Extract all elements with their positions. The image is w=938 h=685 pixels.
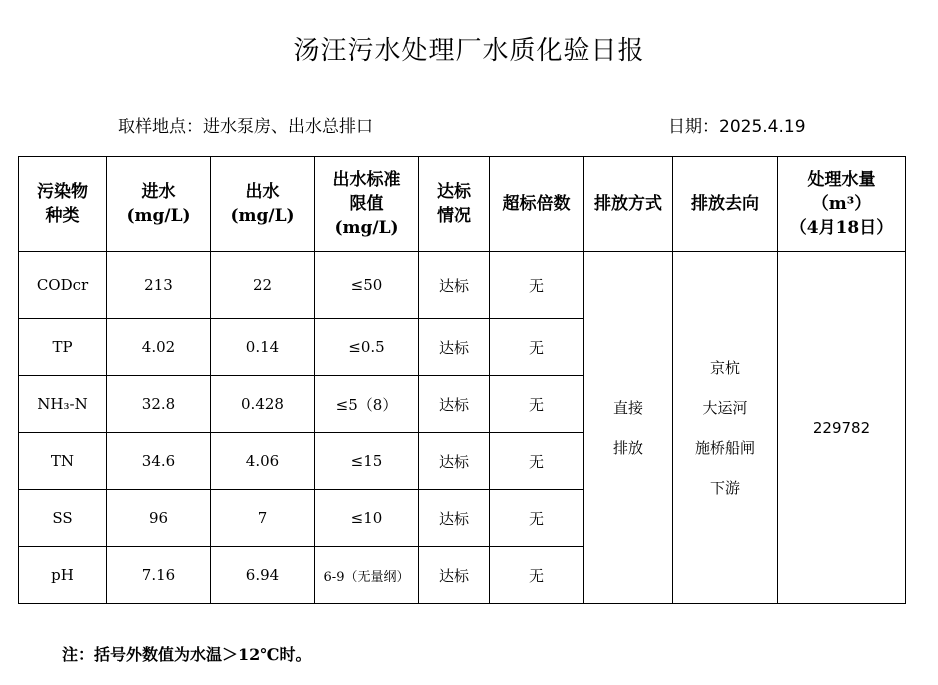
- header-volume: 处理水量 （m³） （4月18日）: [778, 157, 906, 252]
- sampling-location: 取样地点：进水泵房、出水总排口: [118, 117, 373, 137]
- pollutant-name: TP: [19, 319, 107, 376]
- header-discharge-destination: 排放去向: [673, 157, 778, 252]
- header-inflow: 进水 (mg/L): [107, 157, 211, 252]
- inflow-value: 213: [107, 252, 211, 319]
- header-limit: 出水标准 限值 (mg/L): [315, 157, 419, 252]
- footnote: 注：括号外数值为水温＞12℃时。: [62, 645, 312, 664]
- limit-value: ≤50: [315, 252, 419, 319]
- outflow-value: 22: [211, 252, 315, 319]
- limit-value: ≤5（8）: [315, 376, 419, 433]
- pollutant-name: NH₃-N: [19, 376, 107, 433]
- outflow-value: 0.14: [211, 319, 315, 376]
- compliance-status: 达标: [419, 433, 490, 490]
- exceed-ratio: 无: [490, 376, 584, 433]
- compliance-status: 达标: [419, 547, 490, 604]
- compliance-status: 达标: [419, 252, 490, 319]
- outflow-value: 7: [211, 490, 315, 547]
- header-discharge-method: 排放方式: [584, 157, 673, 252]
- compliance-status: 达标: [419, 319, 490, 376]
- inflow-value: 4.02: [107, 319, 211, 376]
- header-compliance: 达标 情况: [419, 157, 490, 252]
- exceed-ratio: 无: [490, 433, 584, 490]
- outflow-value: 0.428: [211, 376, 315, 433]
- report-date: 日期：2025.4.19: [668, 117, 806, 137]
- outflow-value: 4.06: [211, 433, 315, 490]
- header-row: [19, 157, 906, 252]
- table-row: [19, 252, 906, 319]
- outflow-value: 6.94: [211, 547, 315, 604]
- discharge-method: 直接 排放: [584, 252, 673, 604]
- discharge-destination: 京杭 大运河 施桥船闸 下游: [673, 252, 778, 604]
- compliance-status: 达标: [419, 490, 490, 547]
- inflow-value: 32.8: [107, 376, 211, 433]
- limit-value: ≤10: [315, 490, 419, 547]
- exceed-ratio: 无: [490, 490, 584, 547]
- header-pollutant: 污染物 种类: [19, 157, 107, 252]
- inflow-value: 7.16: [107, 547, 211, 604]
- pollutant-name: SS: [19, 490, 107, 547]
- exceed-ratio: 无: [490, 547, 584, 604]
- inflow-value: 34.6: [107, 433, 211, 490]
- pollutant-name: pH: [19, 547, 107, 604]
- report-title: 汤汪污水处理厂水质化验日报: [293, 36, 645, 66]
- exceed-ratio: 无: [490, 319, 584, 376]
- pollutant-name: CODcr: [19, 252, 107, 319]
- pollutant-name: TN: [19, 433, 107, 490]
- exceed-ratio: 无: [490, 252, 584, 319]
- header-exceed: 超标倍数: [490, 157, 584, 252]
- limit-value: 6-9（无量纲）: [315, 547, 419, 604]
- header-outflow: 出水 (mg/L): [211, 157, 315, 252]
- water-quality-table: [18, 156, 906, 604]
- compliance-status: 达标: [419, 376, 490, 433]
- limit-value: ≤0.5: [315, 319, 419, 376]
- limit-value: ≤15: [315, 433, 419, 490]
- treated-volume: 229782: [778, 252, 906, 604]
- inflow-value: 96: [107, 490, 211, 547]
